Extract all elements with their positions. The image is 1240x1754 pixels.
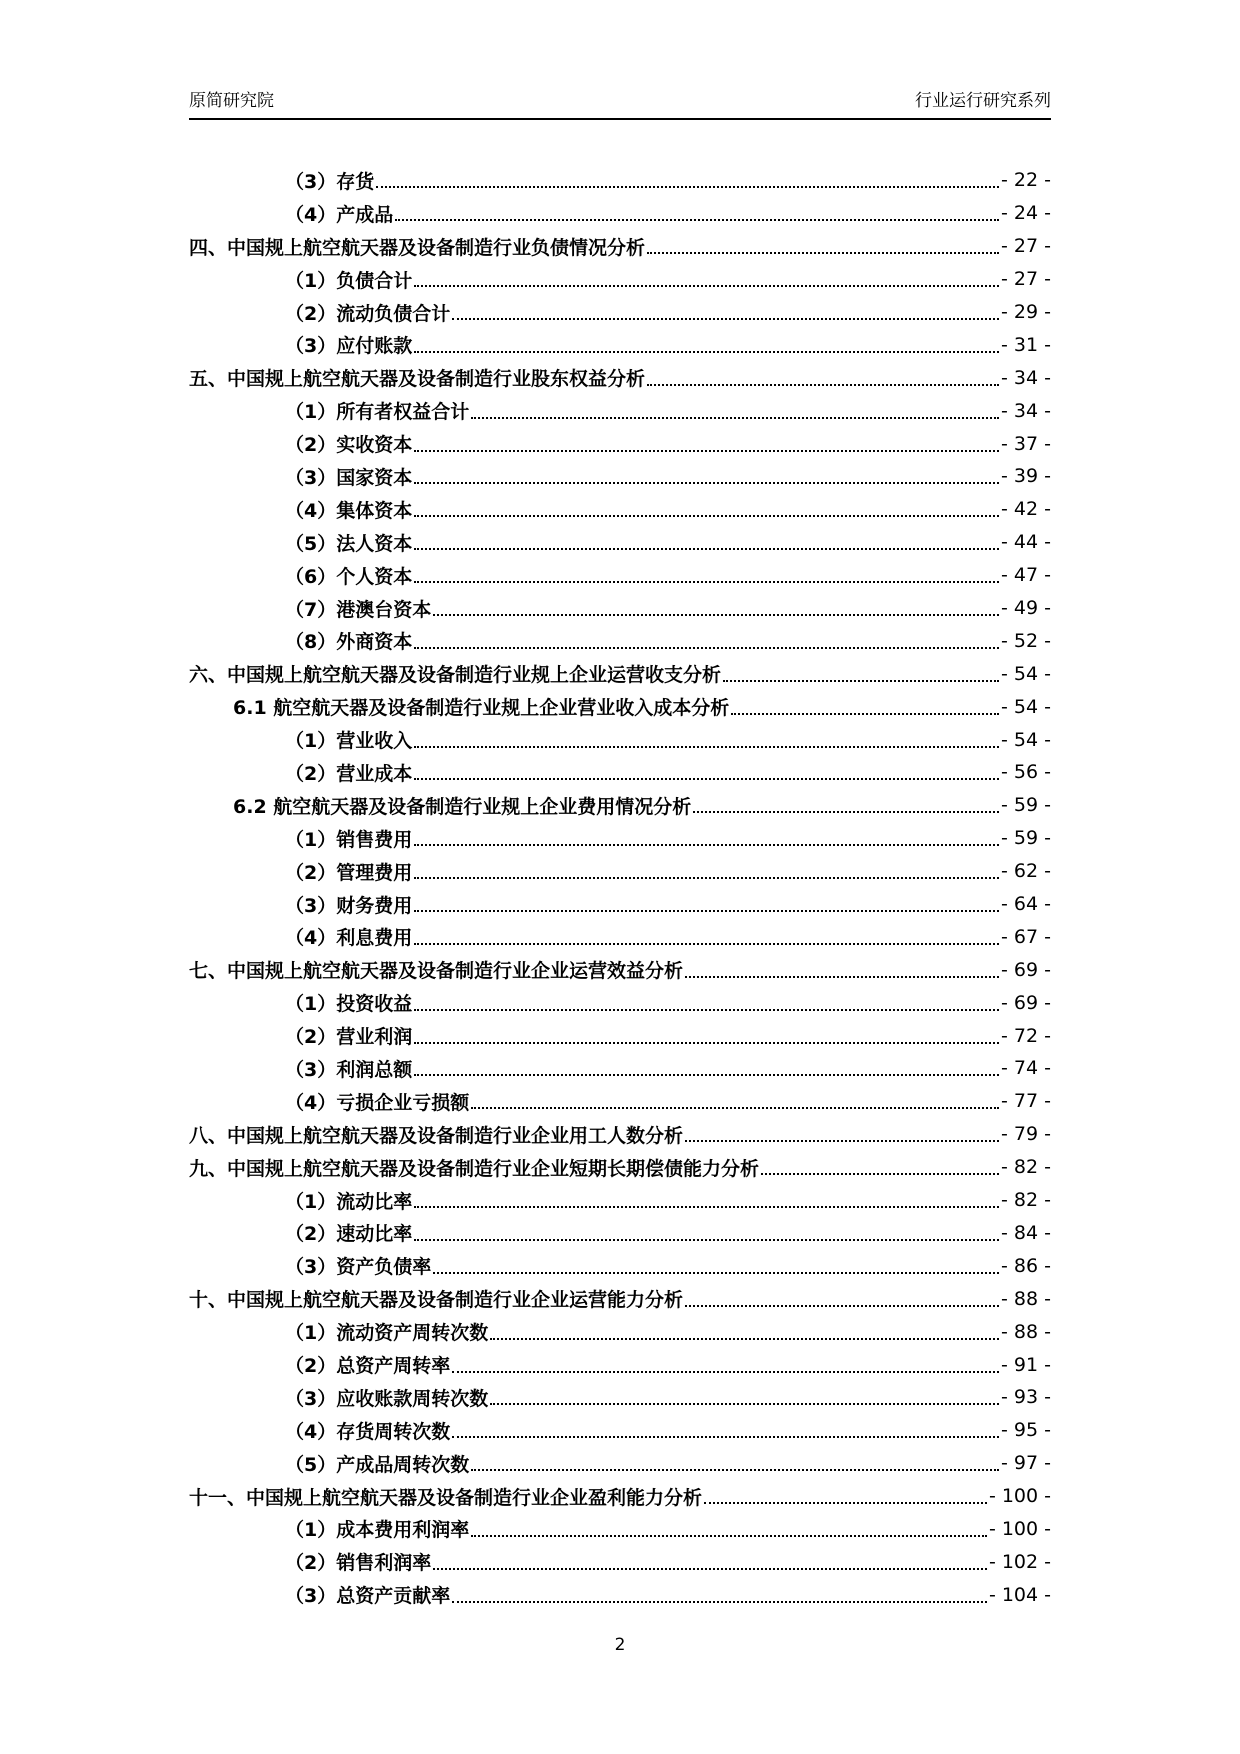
- toc-entry[interactable]: [189, 1447, 1051, 1480]
- toc-entry-title: （1）所有者权益合计: [285, 401, 470, 424]
- toc-leader-dots: [414, 526, 999, 550]
- toc-entry-title: （2）营业成本: [285, 762, 413, 785]
- toc-leader-dots: [376, 164, 999, 188]
- toc-entry-page: - 88 -: [1001, 1287, 1051, 1310]
- toc-entry[interactable]: [189, 789, 1051, 822]
- toc-entry[interactable]: [189, 1019, 1051, 1052]
- toc-entry-page: - 62 -: [1001, 860, 1051, 883]
- toc-entry-page: - 44 -: [1001, 531, 1051, 554]
- page-number: 2: [614, 1635, 626, 1655]
- toc-entry[interactable]: [189, 1315, 1051, 1348]
- toc-entry[interactable]: [189, 1414, 1051, 1447]
- toc-entry-page: - 27 -: [1001, 235, 1051, 258]
- page-header: [189, 88, 1051, 120]
- toc-entry[interactable]: [189, 1282, 1051, 1315]
- toc-entry[interactable]: [189, 1249, 1051, 1282]
- toc-entry[interactable]: [189, 361, 1051, 394]
- toc-entry[interactable]: [189, 263, 1051, 296]
- toc-entry-title: （3）国家资本: [285, 466, 413, 489]
- toc-entry-title: （2）营业利润: [285, 1026, 413, 1049]
- toc-entry-page: - 84 -: [1001, 1221, 1051, 1244]
- toc-entry-title: （5）产成品周转次数: [285, 1453, 470, 1476]
- toc-leader-dots: [731, 691, 999, 715]
- toc-entry[interactable]: [189, 164, 1051, 197]
- toc-leader-dots: [414, 428, 999, 452]
- toc-leader-dots: [490, 1316, 999, 1340]
- toc-entry[interactable]: [189, 1513, 1051, 1546]
- toc-entry[interactable]: [189, 1381, 1051, 1414]
- toc-leader-dots: [471, 1513, 987, 1537]
- toc-entry-title: （4）利息费用: [285, 927, 413, 950]
- toc-entry-title: （2）总资产周转率: [285, 1355, 451, 1377]
- toc-entry-title: （1）成本费用利润率: [285, 1519, 470, 1542]
- toc-entry-page: - 27 -: [1001, 268, 1051, 291]
- toc-entry-title: （1）投资收益: [285, 993, 413, 1016]
- toc-entry-page: - 34 -: [1001, 366, 1051, 389]
- header-org-name: 原简研究院: [189, 91, 274, 111]
- toc-entry-page: - 42 -: [1001, 498, 1051, 521]
- toc-entry-title: （2）速动比率: [285, 1223, 413, 1246]
- toc-entry[interactable]: [189, 559, 1051, 592]
- toc-entry[interactable]: [189, 1217, 1051, 1250]
- toc-leader-dots: [414, 756, 999, 780]
- toc-entry[interactable]: [189, 1348, 1051, 1381]
- toc-entry-page: - 104 -: [988, 1583, 1051, 1606]
- toc-entry[interactable]: [189, 296, 1051, 329]
- toc-entry[interactable]: [189, 1545, 1051, 1578]
- toc-entry[interactable]: [189, 986, 1051, 1019]
- toc-entry[interactable]: [189, 1118, 1051, 1151]
- toc-entry-title: （2）管理费用: [285, 861, 413, 884]
- header-series-name: 行业运行研究系列: [915, 91, 1051, 111]
- toc-entry[interactable]: [189, 230, 1051, 263]
- toc-entry-title: （3）应收账款周转次数: [285, 1387, 489, 1410]
- toc-entry[interactable]: [189, 1184, 1051, 1217]
- toc-leader-dots: [452, 1579, 987, 1603]
- toc-entry[interactable]: [189, 1578, 1051, 1611]
- toc-leader-dots: [490, 1381, 999, 1405]
- toc-entry-page: - 82 -: [1001, 1189, 1051, 1212]
- toc-entry-page: - 82 -: [1001, 1156, 1051, 1179]
- toc-entry-title: （5）法人资本: [285, 532, 413, 555]
- toc-entry[interactable]: [189, 592, 1051, 625]
- toc-entry-page: - 47 -: [1001, 564, 1051, 587]
- toc-entry-page: - 69 -: [1001, 958, 1051, 981]
- toc-leader-dots: [414, 1052, 999, 1076]
- toc-leader-dots: [414, 987, 999, 1011]
- toc-entry-title: （3）资产负债率: [285, 1256, 432, 1279]
- toc-entry-title: （4）亏损企业亏损额: [285, 1091, 470, 1114]
- toc-entry[interactable]: [189, 394, 1051, 427]
- toc-entry-page: - 34 -: [1001, 399, 1051, 422]
- toc-entry-page: - 22 -: [1001, 169, 1051, 192]
- toc-leader-dots: [414, 855, 999, 879]
- toc-entry-page: - 79 -: [1001, 1123, 1051, 1146]
- toc-entry-title: （6）个人资本: [285, 565, 413, 588]
- toc-entry-page: - 95 -: [1001, 1419, 1051, 1442]
- toc-entry[interactable]: [189, 690, 1051, 723]
- toc-entry[interactable]: [189, 328, 1051, 361]
- toc-entry-title: （1）负债合计: [285, 269, 413, 292]
- toc-entry-title: （2）实收资本: [285, 434, 413, 457]
- toc-entry-page: - 24 -: [1001, 202, 1051, 225]
- toc-entry-page: - 39 -: [1001, 465, 1051, 488]
- toc-entry[interactable]: [189, 1085, 1051, 1118]
- toc-leader-dots: [723, 658, 999, 682]
- toc-leader-dots: [395, 197, 999, 221]
- toc-entry-page: - 69 -: [1001, 991, 1051, 1014]
- toc-entry-page: - 56 -: [1001, 761, 1051, 784]
- toc-entry-title: 十、中国规上航空航天器及设备制造行业企业运营能力分析: [189, 1289, 684, 1312]
- toc-leader-dots: [414, 888, 999, 912]
- toc-leader-dots: [433, 592, 999, 616]
- toc-entry-title: （1）流动比率: [285, 1190, 413, 1213]
- toc-entry[interactable]: [189, 756, 1051, 789]
- toc-entry-title: 四、中国规上航空航天器及设备制造行业负债情况分析: [189, 236, 646, 259]
- toc-leader-dots: [452, 1349, 999, 1373]
- toc-leader-dots: [452, 1414, 999, 1438]
- toc-leader-dots: [414, 263, 999, 287]
- toc-entry-page: - 49 -: [1001, 597, 1051, 620]
- toc-entry-title: （3）应付账款: [285, 335, 413, 358]
- toc-entry-page: - 54 -: [1001, 695, 1051, 718]
- toc-entry[interactable]: [189, 1052, 1051, 1085]
- toc-entry-title: （4）集体资本: [285, 499, 413, 522]
- toc-leader-dots: [414, 1217, 999, 1241]
- toc-entry[interactable]: [189, 1480, 1051, 1513]
- toc-entry-page: - 52 -: [1001, 629, 1051, 652]
- toc-entry[interactable]: [189, 888, 1051, 921]
- toc-entry-title: （1）流动资产周转次数: [285, 1322, 489, 1345]
- toc-entry-title: （4）存货周转次数: [285, 1420, 451, 1443]
- toc-entry-title: （7）港澳台资本: [285, 598, 432, 621]
- toc-leader-dots: [414, 329, 999, 353]
- toc-entry-title: 6.1 航空航天器及设备制造行业规上企业营业收入成本分析: [233, 697, 730, 720]
- table-of-contents: [189, 164, 1051, 1611]
- toc-entry[interactable]: [189, 624, 1051, 657]
- toc-entry-page: - 67 -: [1001, 925, 1051, 948]
- toc-leader-dots: [414, 559, 999, 583]
- toc-entry-page: - 64 -: [1001, 893, 1051, 916]
- toc-entry[interactable]: [189, 657, 1051, 690]
- toc-leader-dots: [414, 493, 999, 517]
- toc-leader-dots: [414, 724, 999, 748]
- toc-entry-page: - 88 -: [1001, 1320, 1051, 1343]
- toc-entry-page: - 100 -: [988, 1485, 1051, 1508]
- toc-leader-dots: [414, 1184, 999, 1208]
- toc-leader-dots: [471, 395, 999, 419]
- toc-leader-dots: [471, 1085, 999, 1109]
- toc-entry[interactable]: [189, 460, 1051, 493]
- toc-entry-title: 八、中国规上航空航天器及设备制造行业企业用工人数分析: [189, 1124, 684, 1147]
- toc-leader-dots: [452, 296, 999, 320]
- toc-entry-title: （2）销售利润率: [285, 1552, 432, 1575]
- toc-entry-page: - 72 -: [1001, 1024, 1051, 1047]
- toc-entry[interactable]: [189, 920, 1051, 953]
- toc-leader-dots: [433, 1546, 987, 1570]
- toc-entry-title: （4）产成品: [285, 203, 394, 226]
- toc-leader-dots: [704, 1480, 987, 1504]
- toc-entry-title: （1）销售费用: [285, 828, 413, 851]
- toc-entry-page: - 37 -: [1001, 432, 1051, 455]
- toc-entry[interactable]: [189, 197, 1051, 230]
- toc-leader-dots: [685, 1118, 999, 1142]
- toc-leader-dots: [414, 822, 999, 846]
- toc-entry-page: - 54 -: [1001, 728, 1051, 751]
- toc-entry[interactable]: [189, 493, 1051, 526]
- toc-entry-title: 六、中国规上航空航天器及设备制造行业规上企业运营收支分析: [189, 664, 722, 687]
- toc-entry-title: （3）财务费用: [285, 894, 413, 917]
- toc-entry-page: - 29 -: [1001, 301, 1051, 323]
- toc-entry[interactable]: [189, 723, 1051, 756]
- toc-entry[interactable]: [189, 526, 1051, 559]
- toc-entry-title: 五、中国规上航空航天器及设备制造行业股东权益分析: [189, 368, 646, 391]
- toc-entry-page: - 91 -: [1001, 1353, 1051, 1376]
- toc-entry-page: - 74 -: [1001, 1057, 1051, 1080]
- toc-entry[interactable]: [189, 953, 1051, 986]
- toc-entry-title: （8）外商资本: [285, 631, 413, 654]
- toc-entry-page: - 77 -: [1001, 1090, 1051, 1113]
- toc-entry-title: 十一、中国规上航空航天器及设备制造行业企业盈利能力分析: [189, 1486, 703, 1509]
- toc-leader-dots: [414, 460, 999, 484]
- toc-leader-dots: [761, 1151, 999, 1175]
- toc-entry-title: 九、中国规上航空航天器及设备制造行业企业短期长期偿债能力分析: [189, 1157, 760, 1180]
- toc-entry-title: 七、中国规上航空航天器及设备制造行业企业运营效益分析: [189, 960, 684, 983]
- toc-entry-page: - 86 -: [1001, 1254, 1051, 1277]
- toc-entry-title: （3）存货: [285, 170, 375, 193]
- toc-entry-page: - 102 -: [988, 1550, 1051, 1573]
- toc-entry-title: （3）利润总额: [285, 1058, 413, 1081]
- toc-entry-title: （2）流动负债合计: [285, 302, 451, 325]
- toc-entry-page: - 59 -: [1001, 794, 1051, 817]
- toc-entry-title: （3）总资产贡献率: [285, 1585, 451, 1608]
- toc-entry-page: - 59 -: [1001, 827, 1051, 850]
- toc-leader-dots: [647, 362, 999, 386]
- toc-leader-dots: [414, 625, 999, 649]
- toc-leader-dots: [647, 230, 999, 254]
- toc-entry[interactable]: [189, 855, 1051, 888]
- toc-entry-page: - 31 -: [1001, 333, 1051, 356]
- toc-entry-page: - 93 -: [1001, 1386, 1051, 1409]
- toc-entry-title: 6.2 航空航天器及设备制造行业规上企业费用情况分析: [233, 795, 692, 818]
- toc-leader-dots: [685, 954, 999, 978]
- toc-leader-dots: [433, 1250, 999, 1274]
- toc-leader-dots: [693, 789, 999, 813]
- toc-leader-dots: [414, 1020, 999, 1044]
- toc-entry-title: （1）营业收入: [285, 730, 413, 753]
- toc-entry[interactable]: [189, 427, 1051, 460]
- toc-entry[interactable]: [189, 1151, 1051, 1184]
- toc-entry-page: - 100 -: [988, 1517, 1051, 1540]
- toc-leader-dots: [414, 921, 999, 945]
- toc-entry-page: - 97 -: [1001, 1452, 1051, 1475]
- toc-leader-dots: [471, 1447, 999, 1471]
- toc-leader-dots: [685, 1283, 999, 1307]
- toc-entry[interactable]: [189, 822, 1051, 855]
- toc-entry-page: - 54 -: [1001, 662, 1051, 685]
